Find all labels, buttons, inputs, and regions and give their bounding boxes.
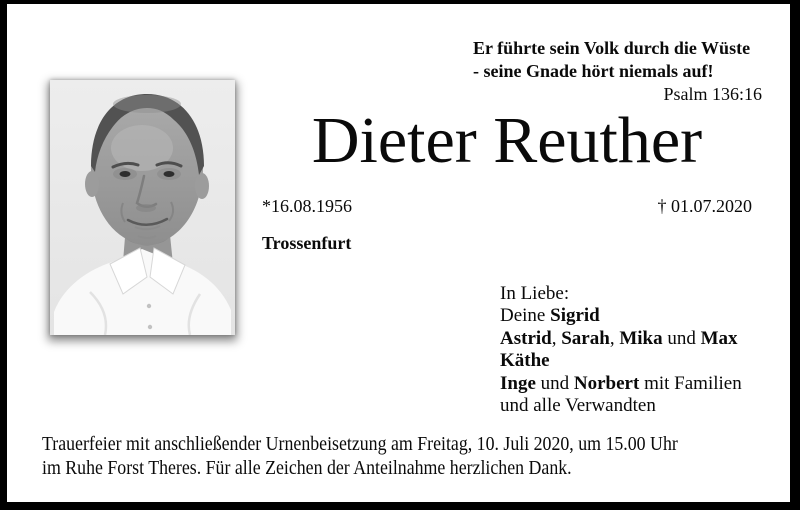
- text-segment: Sigrid: [550, 305, 600, 327]
- text-segment: Sarah: [561, 327, 610, 349]
- text-segment: und: [662, 327, 701, 349]
- mourners-line: [500, 395, 795, 417]
- text-segment: Käthe: [500, 350, 550, 372]
- scripture-line-1: Er führte sein Volk durch die Wüste: [473, 38, 751, 58]
- portrait-photo: [50, 80, 235, 335]
- text-segment: mit Familien: [639, 372, 742, 394]
- mourners-line: [500, 305, 795, 327]
- mourners-line: [500, 328, 795, 350]
- text-segment: und: [535, 372, 574, 394]
- text-segment: und alle Verwandten: [500, 395, 656, 417]
- mourners-block: [500, 283, 795, 417]
- death-date: † 01.07.2020: [657, 196, 752, 216]
- birth-date: *16.08.1956: [262, 196, 352, 216]
- dates-row: [262, 195, 752, 217]
- portrait-illustration: [50, 80, 235, 335]
- text-segment: Deine: [500, 305, 551, 327]
- scripture-line-2: - seine Gnade hört niemals auf!: [473, 60, 714, 81]
- text-segment: Astrid: [500, 327, 552, 349]
- text-segment: Inge: [500, 372, 536, 394]
- mourners-line: [500, 350, 795, 372]
- residence: Trossenfurt: [262, 233, 352, 253]
- scripture-reference: Psalm 136:16: [663, 84, 762, 104]
- mourners-line: [500, 283, 795, 305]
- funeral-line-2: im Ruhe Forst Theres. Für alle Zeichen der Anteilnahme herzlichen Dank.: [42, 456, 572, 479]
- funeral-notice: [42, 433, 759, 480]
- text-segment: In Liebe:: [500, 283, 570, 304]
- deceased-name: Dieter Reuther: [311, 104, 703, 177]
- mourners-line: [500, 373, 795, 395]
- funeral-line-1: Trauerfeier mit anschließender Urnenbeisetzung am Freitag, 10. Juli 2020, um 15.00 Uhr: [42, 433, 678, 455]
- text-segment: Mika: [619, 327, 663, 349]
- text-segment: Norbert: [573, 372, 640, 394]
- text-segment: ,: [551, 327, 562, 349]
- text-segment: ,: [609, 327, 620, 349]
- scripture-block: [473, 37, 762, 106]
- text-segment: Max: [700, 327, 738, 349]
